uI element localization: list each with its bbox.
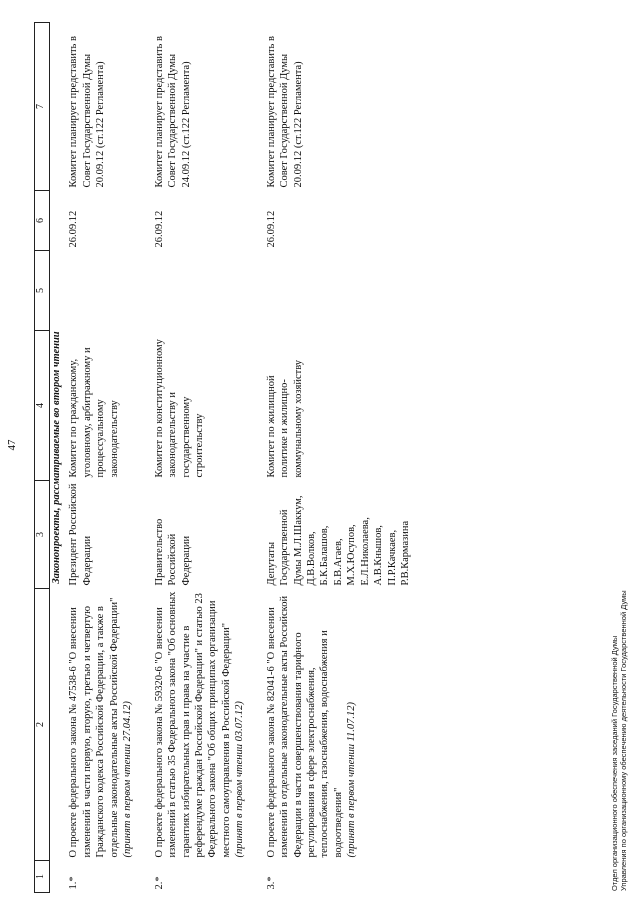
- bill-description-cell: [261, 589, 427, 861]
- agenda-table: [34, 22, 427, 893]
- first-reading-note: (принят в первом чтении 27.04.12): [122, 701, 134, 858]
- col-header-4: 4: [35, 331, 50, 481]
- column-5-cell: [63, 251, 148, 331]
- bill-description: О проекте федерального закона № 82041-6 "О внесении изменений в отдельные законодательные акты Российской Федерации в части совершенствования тарифного регулирования в сфере электроснабжения, теплоснабжения, газоснабжения, водоснабжения и водоотведения": [265, 595, 344, 858]
- bill-description: О проекте федерального закона № 47538-6 "О внесении изменений в части первую, вторую, третью и четвертую Гражданского кодекса Российской Федерации, а также в отдельные законодательные акты Российской Федерации": [68, 597, 120, 858]
- initiator: Правительство Российской Федерации: [153, 518, 192, 586]
- page-number: 47: [6, 439, 18, 451]
- table-row: [149, 23, 261, 893]
- bill-description: О проекте федерального закона № 59320-6 "О внесении изменений в статью 35 Федерального закона "Об основных гарантиях избирательных прав и права на участие в референдуме граждан Российской Федерации" и статью 23 Федерального закона "Об общих принципах организации местного самоуправления в Российской Федерации": [153, 591, 232, 858]
- row-number: 3.*: [265, 876, 277, 890]
- date: 26.09.12: [68, 210, 80, 248]
- row-number: 1.*: [68, 876, 80, 890]
- first-reading-note: (принят в первом чтении 03.07.12): [234, 701, 246, 858]
- bill-description-cell: [149, 589, 261, 861]
- col-header-3: 3: [35, 481, 50, 589]
- committee: Комитет по гражданскому, уголовному, арбитражному и процессуальному законодательству: [68, 347, 120, 478]
- col-header-5: 5: [35, 251, 50, 331]
- column-5-cell: [149, 251, 261, 331]
- row-number: 2.*: [153, 876, 165, 890]
- footer-line-1: Отдел организационного обеспечения заседаний Государственной Думы: [610, 635, 619, 891]
- table-row: [63, 23, 148, 893]
- date: 26.09.12: [153, 210, 165, 248]
- footer: [610, 590, 628, 891]
- remark: Комитет планирует представить в Совет Государственной Думы 20.09.12 (ст.122 Регламента): [68, 36, 107, 188]
- table-row: [261, 23, 427, 893]
- col-header-1: 1: [35, 861, 50, 893]
- footer-line-2: Управления по организационному обеспечению деятельности Государственной Думы: [619, 590, 628, 891]
- committee: Комитет по конституционному законодательству и государственному строительству: [153, 339, 205, 478]
- section-title: Законопроекты, рассматриваемые во втором чтении: [51, 331, 62, 584]
- col-header-2: 2: [35, 589, 50, 861]
- remark: Комитет планирует представить в Совет Государственной Думы 24.09.12 (ст.122 Регламента): [153, 36, 192, 188]
- committee: Комитет по жилищной политике и жилищно-коммунальному хозяйству: [265, 359, 304, 478]
- bill-description-cell: [63, 589, 148, 861]
- initiator: Президент Российской Федерации: [68, 483, 93, 586]
- column-5-cell: [261, 251, 427, 331]
- first-reading-note: (принят в первом чтении 11.07.12): [346, 701, 358, 858]
- col-header-7: 7: [35, 23, 50, 191]
- remark: Комитет планирует представить в Совет Государственной Думы 20.09.12 (ст.122 Регламента): [265, 36, 304, 188]
- col-header-6: 6: [35, 191, 50, 251]
- date: 26.09.12: [265, 210, 277, 248]
- column-number-header: [35, 23, 50, 893]
- initiator: Депутаты Государственной Думы М.Л.Шаккум, Д.В.Волков, Б.К.Балашов, Б.В.Агаев, М.Х.Юсупов, Е.Л.Николаева, А.В.Кнышов, П.Р.Качкаев, Р.В.Кармазина: [265, 495, 412, 586]
